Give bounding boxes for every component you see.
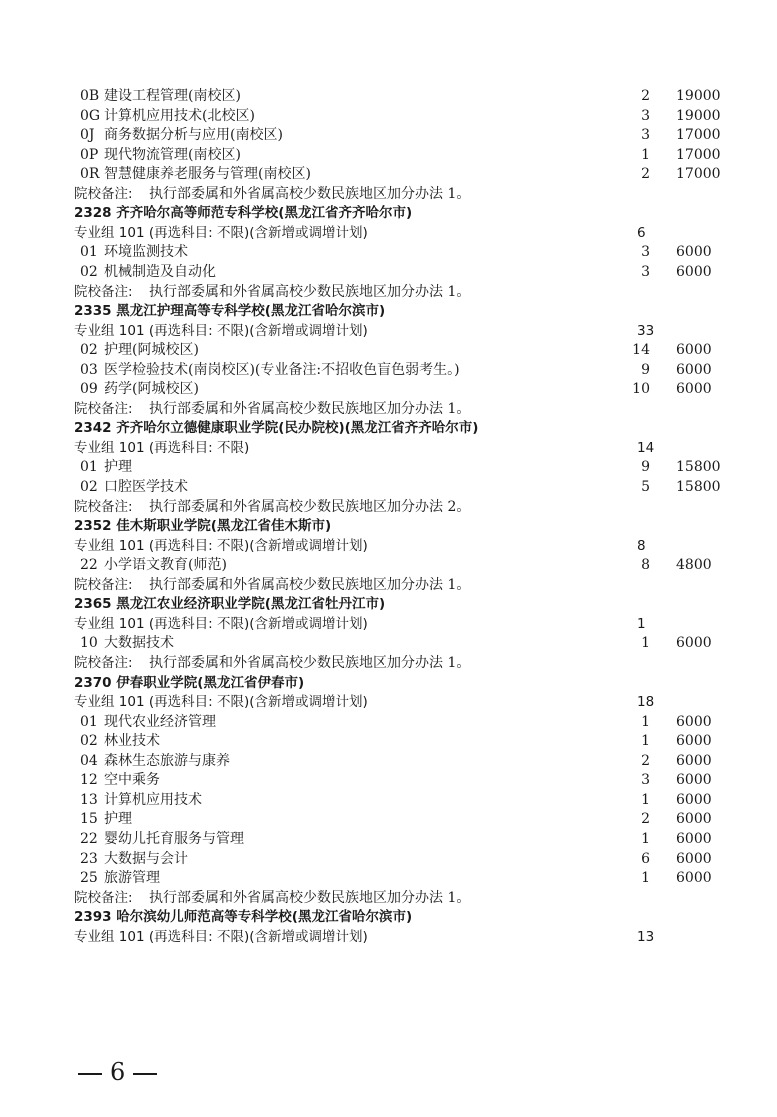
school-note-label: 院校备注: <box>74 576 133 593</box>
major-code: 0G <box>80 107 101 124</box>
major-code: 04 <box>80 752 98 769</box>
school-name: 2365 黑龙江农业经济职业学院(黑龙江省牡丹江市) <box>74 596 386 613</box>
major-group-row <box>0 614 777 634</box>
major-name: 婴幼儿托育服务与管理 <box>104 830 244 847</box>
major-row <box>0 849 777 869</box>
tuition-fee: 17000 <box>676 166 721 183</box>
plan-count: 9 <box>641 361 650 378</box>
major-group-label: 专业组 101 (再选科目: 不限)(含新增或调增计划) <box>74 224 368 241</box>
major-group-row <box>0 223 777 243</box>
major-code: 01 <box>80 244 98 261</box>
major-name: 计算机应用技术(北校区) <box>104 107 255 124</box>
school-heading <box>0 203 777 223</box>
major-name: 商务数据分析与应用(南校区) <box>104 127 283 144</box>
major-group-row <box>0 321 777 341</box>
major-code: 10 <box>80 635 98 652</box>
school-note-label: 院校备注: <box>74 889 133 906</box>
school-note-row <box>0 888 777 908</box>
major-group-row <box>0 927 777 947</box>
major-code: 09 <box>80 381 98 398</box>
major-name: 林业技术 <box>104 733 160 750</box>
major-group-label: 专业组 101 (再选科目: 不限)(含新增或调增计划) <box>74 537 368 554</box>
major-name: 药学(阿城校区) <box>104 381 199 398</box>
tuition-fee: 6000 <box>676 342 712 359</box>
plan-count: 6 <box>641 850 650 867</box>
group-total: 18 <box>637 694 655 711</box>
school-note-text: 执行部委属和外省属高校少数民族地区加分办法 1。 <box>149 576 471 593</box>
plan-count: 9 <box>641 459 650 476</box>
school-note-row <box>0 653 777 673</box>
major-name: 建设工程管理(南校区) <box>104 88 241 104</box>
page-footer <box>70 1052 165 1092</box>
plan-count: 2 <box>641 88 650 104</box>
major-code: 22 <box>80 830 98 847</box>
school-heading <box>0 301 777 321</box>
major-code: 23 <box>80 850 98 867</box>
tuition-fee: 6000 <box>676 850 712 867</box>
plan-count: 1 <box>641 830 650 847</box>
tuition-fee: 6000 <box>676 244 712 261</box>
major-row <box>0 340 777 360</box>
major-code: 0B <box>80 88 100 104</box>
major-code: 12 <box>80 772 98 789</box>
school-name: 2370 伊春职业学院(黑龙江省伊春市) <box>74 674 305 691</box>
school-name: 2335 黑龙江护理高等专科学校(黑龙江省哈尔滨市) <box>74 303 386 320</box>
school-heading <box>0 907 777 927</box>
group-total: 14 <box>637 439 655 456</box>
school-heading <box>0 418 777 438</box>
school-note-text: 执行部委属和外省属高校少数民族地区加分办法 1。 <box>149 283 471 300</box>
major-code: 03 <box>80 361 98 378</box>
major-name: 旅游管理 <box>104 870 160 886</box>
footer-dash-left <box>78 1073 102 1075</box>
major-group-row <box>0 692 777 712</box>
major-row <box>0 86 777 106</box>
major-name: 智慧健康养老服务与管理(南校区) <box>104 166 311 183</box>
school-note-text: 执行部委属和外省属高校少数民族地区加分办法 2。 <box>149 498 471 515</box>
plan-count: 1 <box>641 791 650 808</box>
plan-count: 14 <box>632 342 650 359</box>
plan-count: 1 <box>641 870 650 886</box>
major-row <box>0 379 777 399</box>
tuition-fee: 6000 <box>676 752 712 769</box>
major-row <box>0 731 777 751</box>
major-group-row <box>0 536 777 556</box>
major-code: 22 <box>80 557 98 574</box>
tuition-fee: 6000 <box>676 811 712 828</box>
major-code: 02 <box>80 342 98 359</box>
major-name: 现代农业经济管理 <box>104 713 216 730</box>
plan-count: 3 <box>641 127 650 144</box>
school-name: 2393 哈尔滨幼儿师范高等专科学校(黑龙江省哈尔滨市) <box>74 909 413 926</box>
major-name: 医学检验技术(南岗校区)(专业备注:不招收色盲色弱考生。) <box>104 361 460 378</box>
tuition-fee: 15800 <box>676 459 721 476</box>
major-row <box>0 360 777 380</box>
major-code: 0P <box>80 146 99 163</box>
major-row <box>0 106 777 126</box>
tuition-fee: 6000 <box>676 713 712 730</box>
plan-count: 1 <box>641 713 650 730</box>
school-note-row <box>0 399 777 419</box>
tuition-fee: 6000 <box>676 361 712 378</box>
plan-count: 3 <box>641 264 650 280</box>
page-number: 6 <box>110 1058 126 1086</box>
group-total: 13 <box>637 928 655 945</box>
major-name: 环境监测技术 <box>104 244 188 261</box>
major-row <box>0 262 777 282</box>
major-group-row <box>0 438 777 458</box>
major-name: 机械制造及自动化 <box>104 264 216 280</box>
group-total: 33 <box>637 322 655 339</box>
school-note-row <box>0 184 777 204</box>
group-total: 6 <box>637 224 646 241</box>
major-row <box>0 457 777 477</box>
tuition-fee: 19000 <box>676 88 721 104</box>
tuition-fee: 4800 <box>676 557 712 574</box>
school-heading <box>0 594 777 614</box>
major-code: 0R <box>80 166 100 183</box>
school-note-label: 院校备注: <box>74 655 133 671</box>
major-row <box>0 242 777 262</box>
school-note-row <box>0 282 777 302</box>
major-name: 大数据与会计 <box>104 850 188 867</box>
school-note-row <box>0 497 777 517</box>
plan-count: 3 <box>641 107 650 124</box>
school-note-label: 院校备注: <box>74 283 133 300</box>
major-group-label: 专业组 101 (再选科目: 不限)(含新增或调增计划) <box>74 928 368 945</box>
major-name: 护理 <box>104 811 132 828</box>
major-code: 02 <box>80 479 98 495</box>
plan-count: 2 <box>641 811 650 828</box>
plan-count: 1 <box>641 733 650 750</box>
major-row <box>0 555 777 575</box>
school-name: 2352 佳木斯职业学院(黑龙江省佳木斯市) <box>74 518 332 535</box>
major-name: 大数据技术 <box>104 635 174 652</box>
tuition-fee: 6000 <box>676 772 712 789</box>
major-code: 25 <box>80 870 98 886</box>
tuition-fee: 19000 <box>676 107 721 124</box>
school-note-label: 院校备注: <box>74 400 133 417</box>
major-code: 02 <box>80 264 98 280</box>
school-note-label: 院校备注: <box>74 185 133 202</box>
school-name: 2328 齐齐哈尔高等师范专科学校(黑龙江省齐齐哈尔市) <box>74 205 413 222</box>
school-note-row <box>0 575 777 595</box>
major-name: 现代物流管理(南校区) <box>104 146 241 163</box>
plan-count: 1 <box>641 146 650 163</box>
major-row <box>0 809 777 829</box>
major-name: 小学语文教育(师范) <box>104 557 227 574</box>
tuition-fee: 6000 <box>676 830 712 847</box>
tuition-fee: 17000 <box>676 146 721 163</box>
major-name: 护理(阿城校区) <box>104 342 199 359</box>
school-note-text: 执行部委属和外省属高校少数民族地区加分办法 1。 <box>149 889 471 906</box>
major-code: 02 <box>80 733 98 750</box>
plan-count: 5 <box>641 479 650 495</box>
major-code: 01 <box>80 459 98 476</box>
tuition-fee: 15800 <box>676 479 721 495</box>
plan-count: 2 <box>641 166 650 183</box>
major-row <box>0 145 777 165</box>
major-row <box>0 868 777 888</box>
major-code: 15 <box>80 811 98 828</box>
tuition-fee: 6000 <box>676 791 712 808</box>
major-code: 0J <box>80 127 95 144</box>
major-name: 空中乘务 <box>104 772 160 789</box>
major-row <box>0 164 777 184</box>
major-group-label: 专业组 101 (再选科目: 不限) <box>74 439 250 456</box>
major-row <box>0 770 777 790</box>
school-heading <box>0 516 777 536</box>
plan-count: 3 <box>641 772 650 789</box>
major-name: 护理 <box>104 459 132 476</box>
tuition-fee: 6000 <box>676 733 712 750</box>
plan-count: 10 <box>632 381 650 398</box>
major-name: 口腔医学技术 <box>104 479 188 495</box>
major-name: 森林生态旅游与康养 <box>104 752 230 769</box>
plan-count: 1 <box>641 635 650 652</box>
major-row <box>0 633 777 653</box>
major-group-label: 专业组 101 (再选科目: 不限)(含新增或调增计划) <box>74 694 368 711</box>
group-total: 1 <box>637 615 646 632</box>
major-group-label: 专业组 101 (再选科目: 不限)(含新增或调增计划) <box>74 615 368 632</box>
school-note-label: 院校备注: <box>74 498 133 515</box>
major-row <box>0 790 777 810</box>
plan-count: 8 <box>641 557 650 574</box>
tuition-fee: 6000 <box>676 635 712 652</box>
major-row <box>0 712 777 732</box>
school-name: 2342 齐齐哈尔立德健康职业学院(民办院校)(黑龙江省齐齐哈尔市) <box>74 420 479 437</box>
school-note-text: 执行部委属和外省属高校少数民族地区加分办法 1。 <box>149 655 471 671</box>
major-code: 13 <box>80 791 98 808</box>
school-note-text: 执行部委属和外省属高校少数民族地区加分办法 1。 <box>149 185 471 202</box>
major-row <box>0 125 777 145</box>
footer-dash-right <box>133 1073 157 1075</box>
major-name: 计算机应用技术 <box>104 791 202 808</box>
major-row <box>0 477 777 497</box>
major-row <box>0 751 777 771</box>
tuition-fee: 17000 <box>676 127 721 144</box>
tuition-fee: 6000 <box>676 264 712 280</box>
group-total: 8 <box>637 537 646 554</box>
school-heading <box>0 673 777 693</box>
tuition-fee: 6000 <box>676 870 712 886</box>
plan-count: 3 <box>641 244 650 261</box>
school-note-text: 执行部委属和外省属高校少数民族地区加分办法 1。 <box>149 400 471 417</box>
major-code: 01 <box>80 713 98 730</box>
tuition-fee: 6000 <box>676 381 712 398</box>
major-row <box>0 829 777 849</box>
plan-count: 2 <box>641 752 650 769</box>
major-group-label: 专业组 101 (再选科目: 不限)(含新增或调增计划) <box>74 322 368 339</box>
